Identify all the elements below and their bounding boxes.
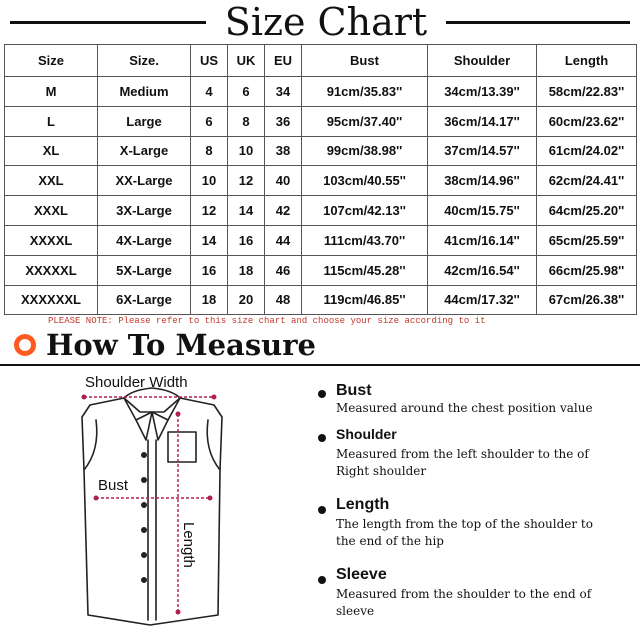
- instruction-desc: Measured from the left shoulder to the of Right shoulder: [336, 447, 589, 478]
- table-cell: 18: [191, 285, 228, 315]
- table-cell: XXXXXL: [5, 255, 98, 285]
- column-header: Bust: [302, 45, 428, 77]
- column-header: Shoulder: [428, 45, 537, 77]
- table-row: [5, 106, 637, 136]
- table-cell: M: [5, 77, 98, 107]
- table-cell: 14: [228, 196, 265, 226]
- instruction-desc: Measured around the chest position value: [336, 401, 593, 415]
- table-cell: 44cm/17.32'': [428, 285, 537, 315]
- table-row: [5, 77, 637, 107]
- table-cell: XXXXXXL: [5, 285, 98, 315]
- table-cell: XL: [5, 136, 98, 166]
- table-cell: 42: [265, 196, 302, 226]
- table-cell: 20: [228, 285, 265, 315]
- table-cell: 12: [228, 166, 265, 196]
- table-row: [5, 285, 637, 315]
- shoulder-width-label: Shoulder Width: [85, 374, 188, 391]
- table-cell: L: [5, 106, 98, 136]
- table-cell: 16: [191, 255, 228, 285]
- table-cell: 6: [191, 106, 228, 136]
- table-cell: XX-Large: [98, 166, 191, 196]
- table-cell: Medium: [98, 77, 191, 107]
- size-chart-header: [0, 0, 640, 44]
- table-cell: 40cm/15.75'': [428, 196, 537, 226]
- table-cell: Large: [98, 106, 191, 136]
- table-cell: 62cm/24.41'': [537, 166, 637, 196]
- table-cell: 12: [191, 196, 228, 226]
- table-cell: 8: [191, 136, 228, 166]
- table-cell: 65cm/25.59'': [537, 225, 637, 255]
- column-header: EU: [265, 45, 302, 77]
- table-cell: 5X-Large: [98, 255, 191, 285]
- table-cell: 48: [265, 285, 302, 315]
- table-row: [5, 255, 637, 285]
- table-row: [5, 166, 637, 196]
- column-header: Length: [537, 45, 637, 77]
- table-cell: 95cm/37.40'': [302, 106, 428, 136]
- table-cell: 6: [228, 77, 265, 107]
- table-cell: 66cm/25.98'': [537, 255, 637, 285]
- table-cell: 37cm/14.57'': [428, 136, 537, 166]
- table-cell: 67cm/26.38'': [537, 285, 637, 315]
- table-row: [5, 225, 637, 255]
- table-cell: 4: [191, 77, 228, 107]
- table-cell: 36: [265, 106, 302, 136]
- table-cell: 6X-Large: [98, 285, 191, 315]
- table-cell: 91cm/35.83'': [302, 77, 428, 107]
- table-cell: 14: [191, 225, 228, 255]
- bullet-icon: [318, 390, 326, 398]
- table-cell: 58cm/22.83'': [537, 77, 637, 107]
- size-table: [4, 44, 637, 315]
- table-cell: 119cm/46.85'': [302, 285, 428, 315]
- table-cell: XXXXL: [5, 225, 98, 255]
- table-cell: 41cm/16.14'': [428, 225, 537, 255]
- table-cell: XXL: [5, 166, 98, 196]
- table-cell: 34cm/13.39'': [428, 77, 537, 107]
- bullet-icon: [318, 576, 326, 584]
- column-header: Size: [5, 45, 98, 77]
- shirt-diagram: [0, 366, 290, 640]
- table-cell: 61cm/24.02'': [537, 136, 637, 166]
- shirt-outline: [82, 398, 222, 625]
- table-header-row: [5, 45, 637, 77]
- instruction-desc: Measured from the shoulder to the end of sleeve: [336, 587, 592, 618]
- table-cell: 103cm/40.55'': [302, 166, 428, 196]
- how-to-measure-title: How To Measure: [46, 328, 316, 362]
- instruction-title: Sleeve: [336, 566, 387, 583]
- table-cell: 107cm/42.13'': [302, 196, 428, 226]
- table-body: [5, 77, 637, 315]
- table-cell: 4X-Large: [98, 225, 191, 255]
- table-cell: 64cm/25.20'': [537, 196, 637, 226]
- column-header: US: [191, 45, 228, 77]
- circle-bullet-icon: [14, 334, 36, 356]
- shirt-buttons: [141, 452, 147, 583]
- table-cell: 36cm/14.17'': [428, 106, 537, 136]
- instruction-desc: The length from the top of the shoulder to the end of the hip: [336, 517, 593, 548]
- bust-label: Bust: [98, 477, 129, 494]
- instruction-title: Bust: [336, 382, 372, 399]
- please-note: PLEASE NOTE: Please refer to this size chart and choose your size according to it: [48, 316, 486, 326]
- column-header: UK: [228, 45, 265, 77]
- table-cell: 60cm/23.62'': [537, 106, 637, 136]
- bullet-icon: [318, 434, 326, 442]
- how-to-measure-header: [12, 330, 632, 364]
- table-cell: 42cm/16.54'': [428, 255, 537, 285]
- table-row: [5, 136, 637, 166]
- instruction-title: Shoulder: [336, 426, 397, 442]
- table-cell: 38cm/14.96'': [428, 166, 537, 196]
- table-cell: 16: [228, 225, 265, 255]
- table-cell: 10: [228, 136, 265, 166]
- table-cell: 8: [228, 106, 265, 136]
- table-cell: 115cm/45.28'': [302, 255, 428, 285]
- table-cell: 3X-Large: [98, 196, 191, 226]
- table-cell: 46: [265, 255, 302, 285]
- table-cell: 34: [265, 77, 302, 107]
- table-cell: X-Large: [98, 136, 191, 166]
- table-row: [5, 196, 637, 226]
- table-cell: 111cm/43.70'': [302, 225, 428, 255]
- table-cell: 44: [265, 225, 302, 255]
- table-cell: 99cm/38.98'': [302, 136, 428, 166]
- page-title: Size Chart: [224, 0, 428, 44]
- column-header: Size.: [98, 45, 191, 77]
- table-cell: 18: [228, 255, 265, 285]
- title-rule-right: [446, 21, 630, 24]
- table-cell: 38: [265, 136, 302, 166]
- length-label: Length: [180, 522, 197, 568]
- bullet-icon: [318, 506, 326, 514]
- table-cell: 10: [191, 166, 228, 196]
- table-cell: 40: [265, 166, 302, 196]
- title-rule-left: [10, 21, 206, 24]
- table-cell: XXXL: [5, 196, 98, 226]
- instruction-title: Length: [336, 496, 390, 513]
